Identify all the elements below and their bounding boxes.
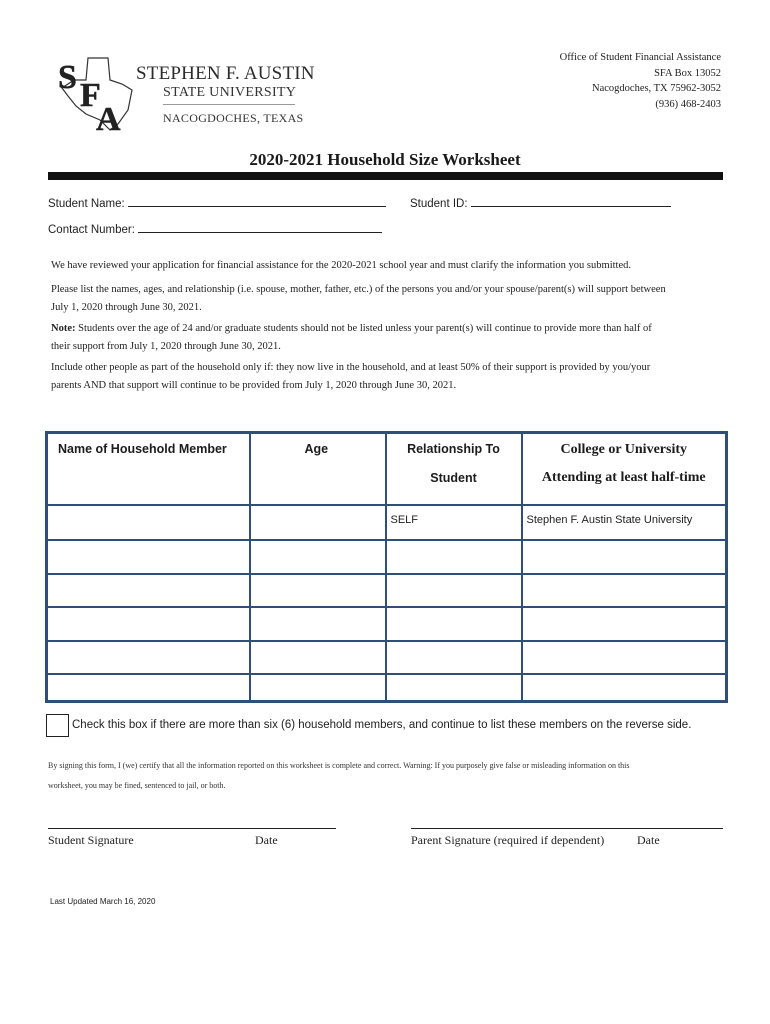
college-cell[interactable] <box>522 574 727 607</box>
include-paragraph <box>51 359 721 395</box>
student-id-input[interactable] <box>471 196 671 207</box>
table-row <box>47 505 727 539</box>
college-cell[interactable] <box>522 607 727 640</box>
age-cell[interactable] <box>250 540 386 574</box>
table-row <box>47 674 727 701</box>
student-name-label: Student Name: <box>48 198 125 210</box>
student-date-label: Date <box>255 833 278 847</box>
university-city: NACOGDOCHES, TEXAS <box>163 111 304 125</box>
university-name: STEPHEN F. AUSTIN <box>136 63 315 84</box>
relationship-cell[interactable] <box>386 607 522 640</box>
last-updated: Last Updated March 16, 2020 <box>50 897 156 906</box>
more-members-label: Check this box if there are more than six (6) household members, and continue to list these members on the reverse side. <box>72 719 692 731</box>
name-cell[interactable] <box>47 607 250 640</box>
office-line: SFA Box 13052 <box>654 67 721 79</box>
table-row <box>47 607 727 640</box>
note-text: their support from July 1, 2020 through June 30, 2021. <box>51 341 281 352</box>
table-row <box>47 540 727 574</box>
sfa-logo-icon <box>52 50 136 134</box>
parent-date-label: Date <box>637 833 660 847</box>
college-cell[interactable] <box>522 540 727 574</box>
header-name: Name of Household Member <box>47 433 250 506</box>
name-cell[interactable] <box>47 674 250 701</box>
include-line: parents AND that support will continue to be provided from July 1, 2020 through June 30, 2021. <box>51 380 457 391</box>
university-subtitle: STATE UNIVERSITY <box>163 85 297 100</box>
name-cell[interactable] <box>47 641 250 674</box>
certification-line: worksheet, you may be fined, sentenced to jail, or both. <box>48 781 226 790</box>
student-id-label: Student ID: <box>410 198 468 210</box>
header-college <box>522 433 727 506</box>
office-phone: (936) 468-2403 <box>655 98 721 110</box>
svg-text:A: A <box>96 101 121 134</box>
header-relationship <box>386 433 522 506</box>
instructions-line: Please list the names, ages, and relationship (i.e. spouse, mother, father, etc.) of the persons you and/or your spouse/parent(s) will support between <box>51 284 666 295</box>
student-name-input[interactable] <box>128 196 386 207</box>
relationship-cell[interactable]: SELF <box>386 505 522 539</box>
instructions-line: July 1, 2020 through June 30, 2021. <box>51 302 202 313</box>
svg-text:S: S <box>58 59 77 96</box>
include-line: Include other people as part of the household only if: they now live in the household, and at least 50% of their support is provided by you/your <box>51 362 651 373</box>
age-cell[interactable] <box>250 607 386 640</box>
header-relationship-line: Student <box>430 471 477 485</box>
intro-paragraph: We have reviewed your application for financial assistance for the 2020-2021 school year and must clarify the information you submitted. <box>51 260 631 271</box>
relationship-cell[interactable] <box>386 641 522 674</box>
header-college-line: Attending at least half-time <box>541 470 706 485</box>
student-signature-line[interactable] <box>48 828 336 829</box>
certification-line: By signing this form, I (we) certify that all the information reported on this worksheet is complete and correct. Warning: If you purposely give false or misleading information on this <box>48 761 630 770</box>
name-cell[interactable] <box>47 574 250 607</box>
title-divider <box>48 172 723 180</box>
age-cell[interactable] <box>250 674 386 701</box>
office-line: Nacogdoches, TX 75962-3052 <box>592 83 721 94</box>
header-relationship-line: Relationship To <box>407 442 500 456</box>
table-row <box>47 641 727 674</box>
relationship-cell[interactable] <box>386 540 522 574</box>
household-table <box>45 431 728 703</box>
more-members-checkbox[interactable] <box>46 714 69 737</box>
svg-text:F: F <box>80 77 101 114</box>
contact-number-label: Contact Number: <box>48 224 135 236</box>
student-name-field <box>48 196 386 210</box>
name-cell[interactable] <box>47 540 250 574</box>
note-text: Students over the age of 24 and/or graduate students should not be listed unless your parent(s) will continue to provide more than half of <box>75 323 652 334</box>
student-id-field <box>410 196 671 210</box>
note-label: Note: <box>51 323 76 334</box>
office-line: Office of Student Financial Assistance <box>559 52 721 63</box>
contact-number-input[interactable] <box>138 222 382 233</box>
note-paragraph <box>51 320 721 356</box>
parent-signature-line[interactable] <box>411 828 723 829</box>
college-cell[interactable] <box>522 674 727 701</box>
name-cell[interactable] <box>47 505 250 539</box>
table-row <box>47 574 727 607</box>
student-signature-label: Student Signature <box>48 833 134 847</box>
relationship-cell[interactable] <box>386 674 522 701</box>
contact-number-field <box>48 222 382 236</box>
instructions-paragraph <box>51 281 721 317</box>
relationship-cell[interactable] <box>386 574 522 607</box>
page-title: 2020-2021 Household Size Worksheet <box>249 150 521 169</box>
header-age: Age <box>250 433 386 506</box>
college-cell[interactable] <box>522 641 727 674</box>
table-header-row <box>47 433 727 506</box>
header-divider <box>163 104 295 105</box>
age-cell[interactable] <box>250 505 386 539</box>
age-cell[interactable] <box>250 641 386 674</box>
age-cell[interactable] <box>250 574 386 607</box>
office-address <box>560 50 721 112</box>
header-college-line: College or University <box>560 442 687 457</box>
parent-signature-label: Parent Signature (required if dependent) <box>411 833 605 847</box>
college-cell[interactable]: Stephen F. Austin State University <box>522 505 727 539</box>
